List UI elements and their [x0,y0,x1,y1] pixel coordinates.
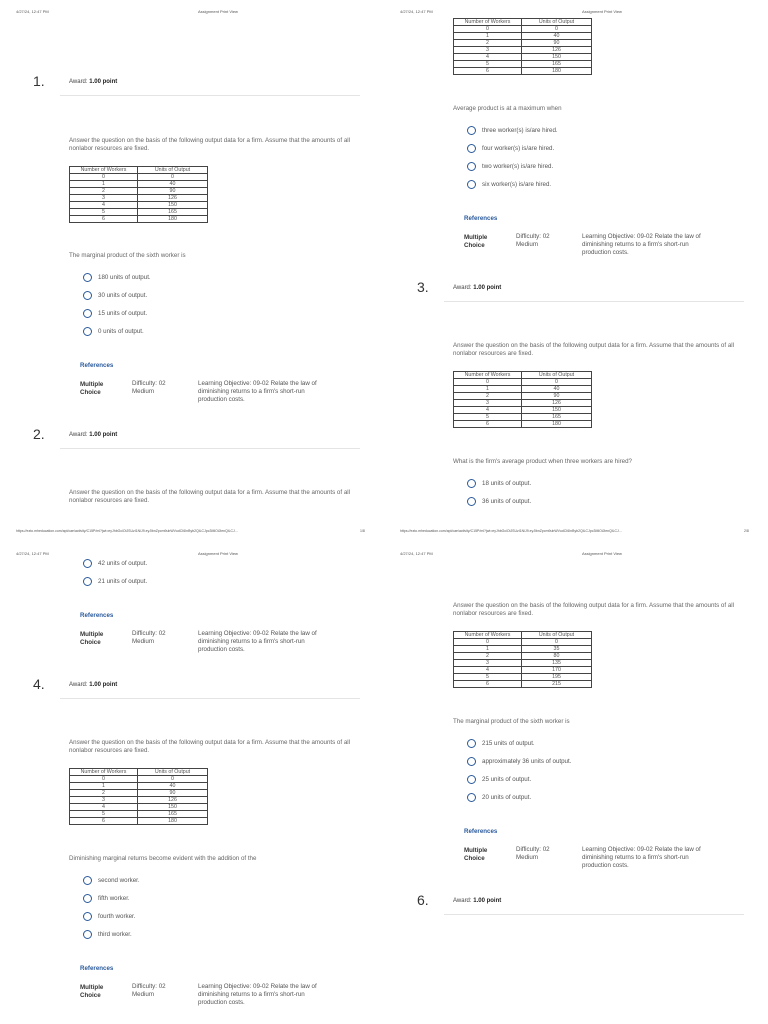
print-title: Assignment Print View [582,551,622,556]
table-row: 6 215 [454,681,592,688]
answer-option[interactable]: approximately 36 units of output. [467,757,571,766]
learning-objective: Learning Objective: 09-02 Relate the law of diminishing returns to a firm's short-run production costs. [198,380,317,403]
page-footer-number: 1/8 [360,529,365,533]
table-row: 2 90 [70,790,208,797]
page-footer-url: https://ezto.mheducation.com/api/cae/activity/C15P/ml?jwt=eyJhbGciOiJSUzI1NiJ9.eyJlbnZpcm9ubWVudCI6InByb2QiLCJpc3MiOiJlenQiLCJ... [16,529,238,533]
print-timestamp: 4/27/24, 12:47 PM [16,551,49,556]
references-link[interactable]: References [80,362,114,369]
answer-option[interactable]: fourth worker. [83,912,135,921]
answer-option[interactable]: four worker(s) is/are hired. [467,144,554,153]
question-divider [60,448,360,449]
question-type: Multiple Choice [464,847,488,862]
answer-option[interactable]: 30 units of output. [83,291,147,300]
radio-button[interactable] [83,912,92,921]
table-row: 4 170 [454,667,592,674]
table-row: 1 40 [70,783,208,790]
print-page-3 [0,540,384,1024]
references-link[interactable]: References [464,828,498,835]
table-row: 6 180 [70,818,208,825]
award-label: Award: 1.00 point [69,79,118,85]
answer-option[interactable]: fifth worker. [83,894,130,903]
output-table [69,768,208,825]
answer-option[interactable]: third worker. [83,930,132,939]
question-intro: Answer the question on the basis of the following output data for a firm. Assume that the amounts of all nonlabor resources are fixed. [69,489,351,504]
radio-button[interactable] [83,309,92,318]
radio-button[interactable] [467,479,476,488]
answer-option[interactable]: six worker(s) is/are hired. [467,180,551,189]
page-footer-number: 2/8 [744,529,749,533]
output-table [453,371,592,428]
learning-objective: Learning Objective: 09-02 Relate the law of diminishing returns to a firm's short-run production costs. [198,983,317,1006]
table-row: 5 165 [70,209,208,216]
radio-button[interactable] [467,126,476,135]
table-row: 2 80 [454,653,592,660]
question-number: 6. [417,892,429,908]
page-footer-url: https://ezto.mheducation.com/api/cae/activity/C15P/ml?jwt=eyJhbGciOiJSUzI1NiJ9.eyJlbnZpcm9ubWVudCI6InByb2QiLCJpc3MiOiJlenQiLCJ... [400,529,622,533]
table-row: 2 90 [70,188,208,195]
references-link[interactable]: References [80,965,114,972]
table-row: 1 40 [70,181,208,188]
radio-button[interactable] [83,559,92,568]
radio-button[interactable] [83,876,92,885]
radio-button[interactable] [83,894,92,903]
question-type: Multiple Choice [80,631,104,646]
question-intro: Answer the question on the basis of the following output data for a firm. Assume that the amounts of all nonlabor resources are fixed. [69,137,351,152]
table-row: 2 90 [454,40,592,47]
table-row: 0 0 [454,379,592,386]
question-type: Multiple Choice [464,234,488,249]
radio-button[interactable] [467,162,476,171]
table-row: 6 180 [454,68,592,75]
question-number: 1. [33,73,45,89]
question-type: Multiple Choice [80,381,104,396]
table-row: 5 165 [454,61,592,68]
radio-button[interactable] [467,793,476,802]
print-page-4 [384,540,768,1024]
table-header-row [70,167,208,174]
table-row: 3 126 [70,797,208,804]
print-page-2 [384,0,768,512]
radio-button[interactable] [83,291,92,300]
learning-objective: Learning Objective: 09-02 Relate the law of diminishing returns to a firm's short-run production costs. [582,846,701,869]
print-title: Assignment Print View [198,9,238,14]
table-row: 3 135 [454,660,592,667]
print-title: Assignment Print View [198,551,238,556]
print-page-1 [0,0,384,512]
table-row: 4 150 [70,202,208,209]
answer-option[interactable]: three worker(s) is/are hired. [467,126,558,135]
question-intro: Answer the question on the basis of the following output data for a firm. Assume that the amounts of all nonlabor resources are fixed. [453,602,735,617]
radio-button[interactable] [467,757,476,766]
answer-option[interactable]: 180 units of output. [83,273,151,282]
table-row: 6 180 [70,216,208,223]
answer-option[interactable]: 25 units of output. [467,775,531,784]
table-header-row: Number of Workers Units of Output [454,19,592,26]
table-row: 0 0 [454,639,592,646]
radio-button[interactable] [467,739,476,748]
table-row: 4 150 [454,407,592,414]
table-row: 1 40 [454,33,592,40]
question-stem: The marginal product of the sixth worker is [69,252,186,259]
table-row: 0 0 [70,776,208,783]
table-header-row: Number of Workers Units of Output [454,372,592,379]
answer-option[interactable]: 15 units of output. [83,309,147,318]
question-divider [444,301,744,302]
question-divider [60,698,360,699]
question-stem: The marginal product of the sixth worker is [453,718,570,725]
table-row: 1 40 [454,386,592,393]
answer-option[interactable]: two worker(s) is/are hired. [467,162,553,171]
award-label: Award: 1.00 point [453,285,502,291]
question-number: 2. [33,426,45,442]
table-header-workers: Number of Workers [70,167,138,174]
radio-button[interactable] [83,273,92,282]
question-stem: Diminishing marginal returns become evident with the addition of the [69,855,257,862]
radio-button[interactable] [467,497,476,506]
table-row: 3 126 [454,400,592,407]
table-row: 5 195 [454,674,592,681]
answer-option[interactable]: second worker. [83,876,140,885]
print-timestamp: 4/27/24, 12:47 PM [400,9,433,14]
answer-option[interactable]: 36 units of output. [467,497,531,506]
question-difficulty: Difficulty: 02 Medium [132,983,166,998]
question-number: 4. [33,676,45,692]
print-timestamp: 4/27/24, 12:47 PM [16,9,49,14]
table-row: 4 150 [70,804,208,811]
award-label: Award: 1.00 point [453,898,502,904]
table-row: 5 165 [70,811,208,818]
question-type: Multiple Choice [80,984,104,999]
print-timestamp: 4/27/24, 12:47 PM [400,551,433,556]
radio-button[interactable] [467,775,476,784]
question-divider [444,914,744,915]
answer-option[interactable]: 42 units of output. [83,559,147,568]
answer-option[interactable]: 215 units of output. [467,739,535,748]
references-link[interactable]: References [464,215,498,222]
question-intro: Answer the question on the basis of the following output data for a firm. Assume that the amounts of all nonlabor resources are fixed. [453,342,735,357]
table-row: 4 150 [454,54,592,61]
answer-option[interactable]: 21 units of output. [83,577,147,586]
question-number: 3. [417,279,429,295]
table-row: 6 180 [454,421,592,428]
answer-option[interactable]: 0 units of output. [83,327,144,336]
output-table [69,166,208,223]
learning-objective: Learning Objective: 09-02 Relate the law of diminishing returns to a firm's short-run production costs. [198,630,317,653]
output-table [453,631,592,688]
table-row: 3 126 [70,195,208,202]
question-difficulty: Difficulty: 02 Medium [516,233,550,248]
radio-button[interactable] [467,144,476,153]
answer-option[interactable]: 20 units of output. [467,793,531,802]
radio-button[interactable] [467,180,476,189]
table-header-output: Units of Output [138,167,208,174]
award-label: Award: 1.00 point [69,682,118,688]
radio-button[interactable] [83,327,92,336]
table-row: 5 165 [454,414,592,421]
table-header-row: Number of Workers Units of Output [454,632,592,639]
table-row: 0 0 [70,174,208,181]
table-row: 3 126 [454,47,592,54]
question-stem: Average product is at a maximum when [453,105,562,112]
answer-option[interactable]: 18 units of output. [467,479,531,488]
table-header-row: Number of Workers Units of Output [70,769,208,776]
references-link[interactable]: References [80,612,114,619]
table-row: 1 35 [454,646,592,653]
award-label: Award: 1.00 point [69,432,118,438]
question-difficulty: Difficulty: 02 Medium [516,846,550,861]
table-row: 0 0 [454,26,592,33]
radio-button[interactable] [83,930,92,939]
question-difficulty: Difficulty: 02 Medium [132,380,166,395]
question-difficulty: Difficulty: 02 Medium [132,630,166,645]
print-title: Assignment Print View [582,9,622,14]
output-table [453,18,592,75]
table-row: 2 90 [454,393,592,400]
question-intro: Answer the question on the basis of the following output data for a firm. Assume that the amounts of all nonlabor resources are fixed. [69,739,351,754]
question-divider [60,95,360,96]
radio-button[interactable] [83,577,92,586]
learning-objective: Learning Objective: 09-02 Relate the law of diminishing returns to a firm's short-run production costs. [582,233,701,256]
question-stem: What is the firm's average product when three workers are hired? [453,458,632,465]
